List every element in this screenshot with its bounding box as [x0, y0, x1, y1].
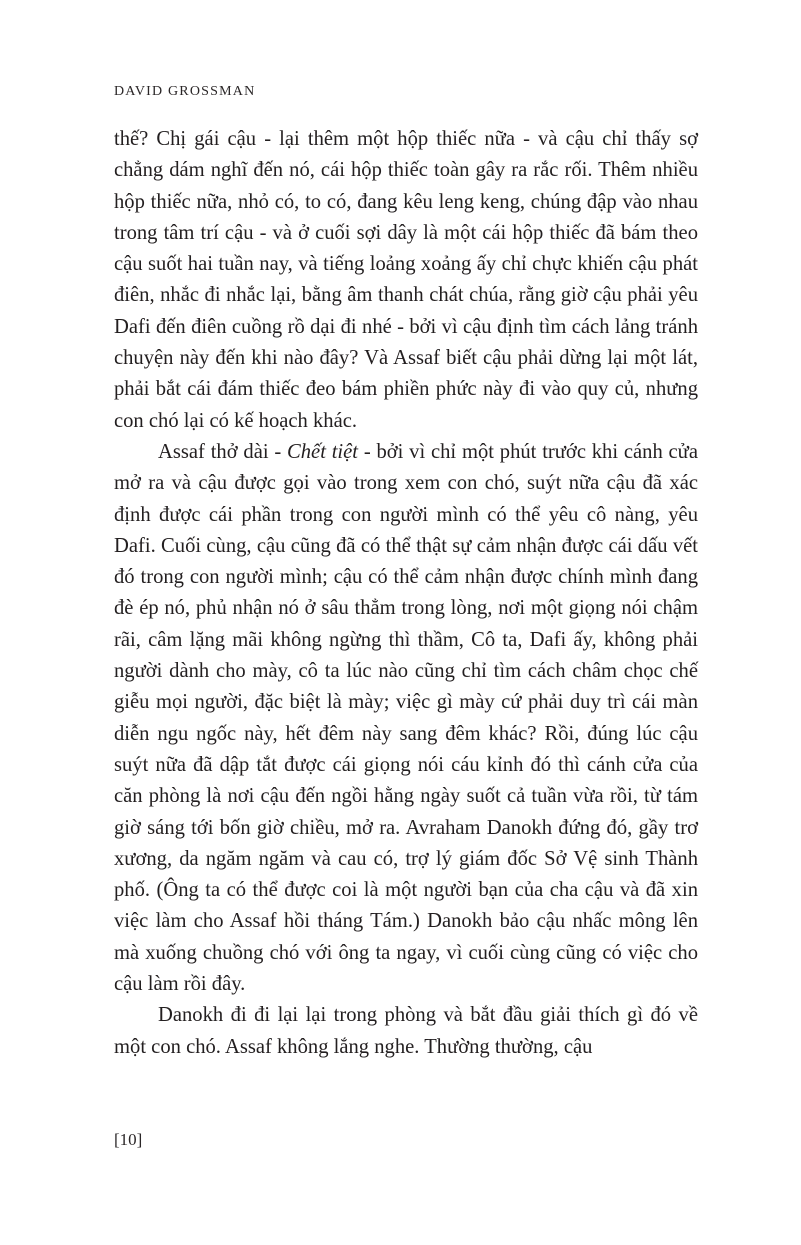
paragraph-3: Danokh đi đi lại lại trong phòng và bắt đầu giải thích gì đó về một con chó. Assaf không lắng nghe. Thường thường, cậu [114, 1004, 698, 1058]
italic-phrase: Chết tiệt [287, 440, 359, 463]
body-text [114, 124, 698, 1063]
paragraph-2-lead: Assaf thở dài - [158, 440, 288, 463]
paragraph-2 [114, 437, 698, 1000]
paragraph-2-rest: - bởi vì chỉ một phút trước khi cánh cửa mở ra và cậu được gọi vào trong xem con chó, suýt nữa cậu đã xác định được cái phần trong con người mình có thể yêu cô nàng, yêu Dafi. Cuối cùng, cậu cũng đã có thể thật sự cảm nhận được cái dấu vết đó trong con người mình; cậu có thể cảm nhận được chính mình đang đè ép nó, phủ nhận nó ở sâu thẳm trong lòng, nơi một giọng nói chậm rãi, câm lặng mãi không ngừng thì thầm, Cô ta, Dafi ấy, không phải người dành cho mày, cô ta lúc nào cũng chỉ tìm cách châm chọc chế giễu mọi người, đặc biệt là mày; việc gì mày cứ phải duy trì cái màn diễn ngu ngốc này, hết đêm này sang đêm khác? Rồi, đúng lúc cậu suýt nữa đã dập tắt được cái giọng nói cáu kỉnh đó thì cánh cửa của căn phòng là nơi cậu đến ngồi hằng ngày suốt cả tuần vừa rồi, từ tám giờ sáng tới bốn giờ chiều, mở ra. Avraham Danokh đứng đó, gầy trơ xương, da ngăm ngăm và cau có, trợ lý giám đốc Sở Vệ sinh Thành phố. (Ông ta có thể được coi là một người bạn của cha cậu và đã xin việc làm cho Assaf hồi tháng Tám.) Danokh bảo cậu nhấc mông lên mà xuống chuồng chó với ông ta ngay, vì cuối cùng cũng có việc cho cậu làm rồi đây. [114, 440, 698, 996]
running-head: DAVID GROSSMAN [114, 84, 256, 99]
page-number: [10] [114, 1130, 143, 1149]
paragraph-1: thế? Chị gái cậu - lại thêm một hộp thiếc nữa - và cậu chỉ thấy sợ chẳng dám nghĩ đến nó, cái hộp thiếc toàn gây ra rắc rối. Thêm nhiều hộp thiếc nữa, nhỏ có, to có, đang kêu leng keng, chúng đập vào nhau trong tâm trí cậu - và ở cuối sợi dây là một cái hộp thiếc đã bám theo cậu suốt hai tuần nay, và tiếng loảng xoảng ấy chỉ chực khiến cậu phát điên, nhắc đi nhắc lại, bằng âm thanh chát chúa, rằng giờ cậu phải yêu Dafi đến điên cuồng rồ dại đi nhé - bởi vì cậu định tìm cách lảng tránh chuyện này đến khi nào đây? Và Assaf biết cậu phải dừng lại một lát, phải bắt cái đám thiếc đeo bám phiền phức này đi vào quy củ, nhưng con chó lại có kế hoạch khác. [114, 128, 698, 432]
